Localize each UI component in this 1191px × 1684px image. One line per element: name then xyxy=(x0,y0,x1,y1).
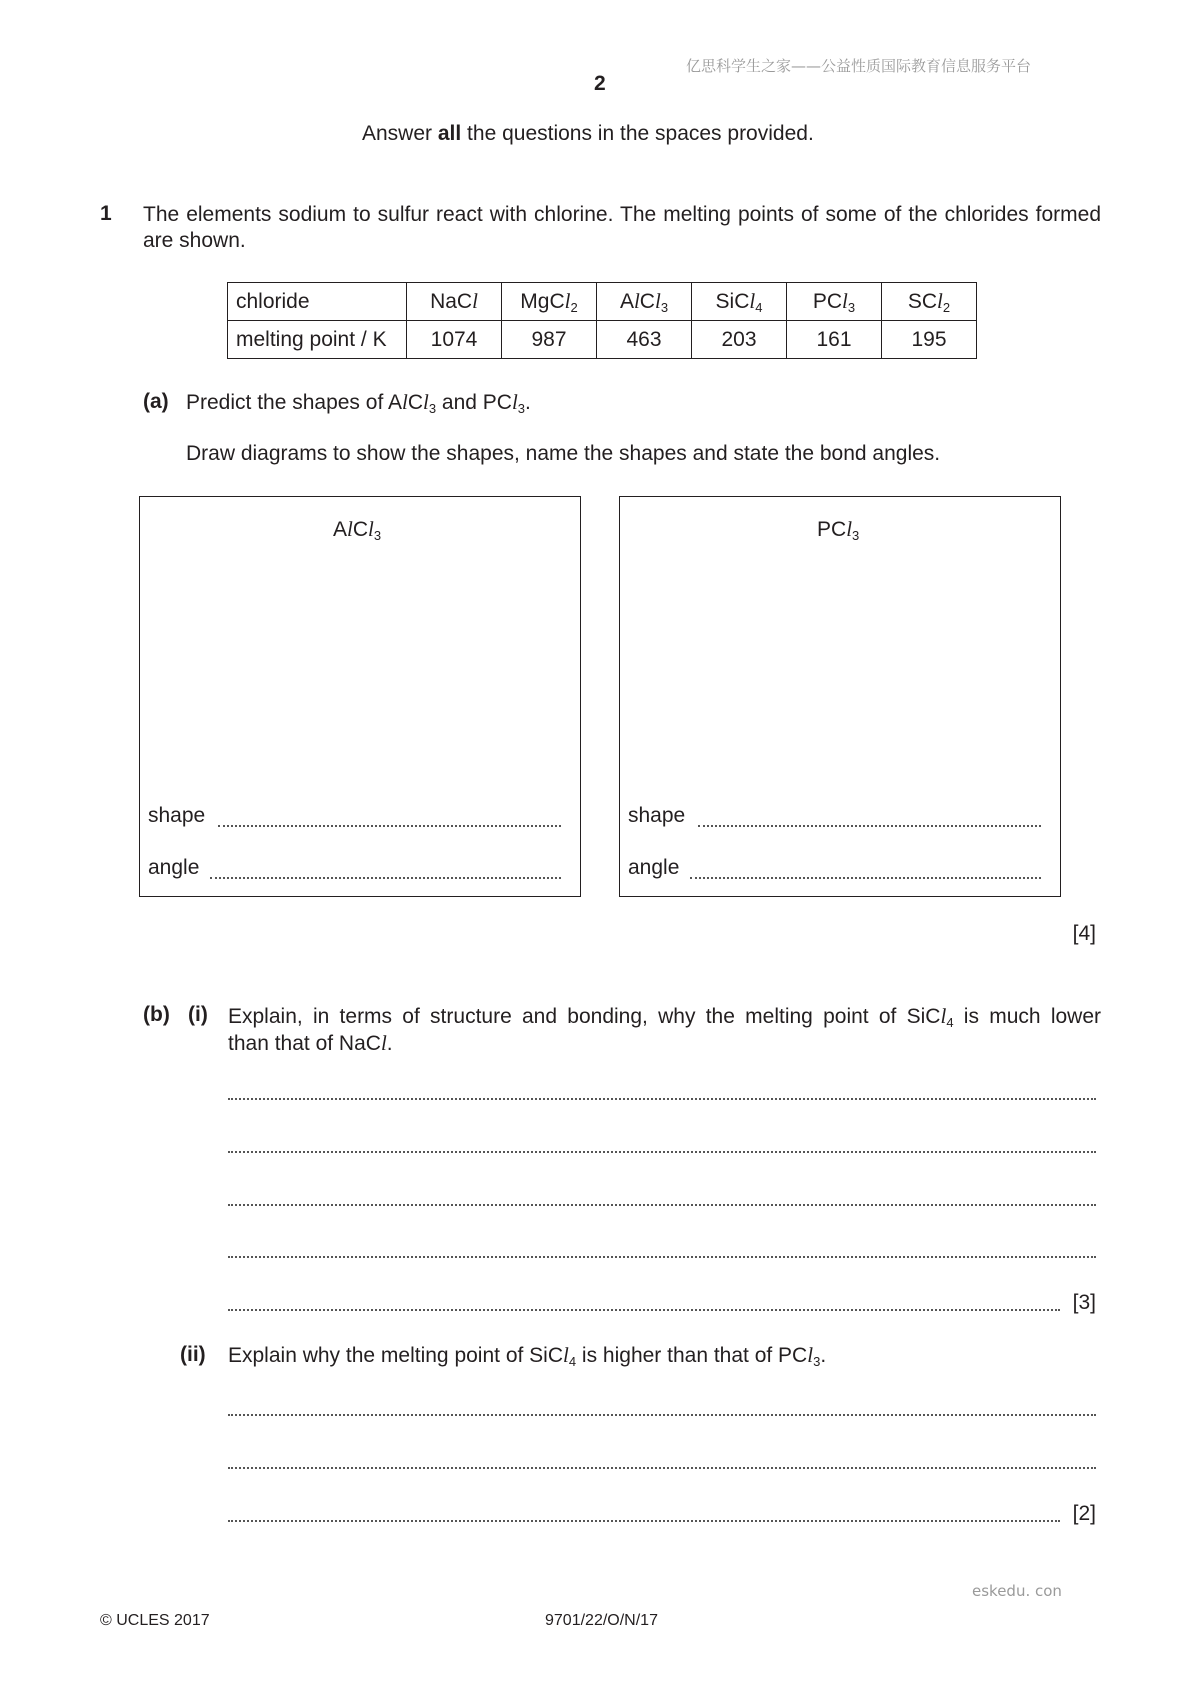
mp-nacl: 1074 xyxy=(407,321,502,359)
part-a-text1: Predict the shapes of AlCl$_3$ and PCl$_3$. xyxy=(186,390,531,416)
answer-line-b-ii-1[interactable] xyxy=(228,1414,1096,1416)
part-b-ii-text: Explain why the melting point of SiCl$_4$ is higher than that of PCl$_3$. xyxy=(228,1343,827,1369)
angle-answer-line-pcl3[interactable] xyxy=(690,877,1041,879)
answer-line-b-i-1[interactable] xyxy=(228,1098,1096,1100)
instruction-bold: all xyxy=(437,122,462,145)
cell-nacl: NaCl xyxy=(407,283,502,321)
mp-sicl4: 203 xyxy=(692,321,787,359)
question-number: 1 xyxy=(100,202,112,225)
mp-pcl3: 161 xyxy=(787,321,882,359)
part-b-ii-marks: [2] xyxy=(1072,1502,1096,1525)
table-row-chlorides xyxy=(228,283,977,321)
cell-mgcl2: MgCl$_2$ xyxy=(502,283,597,321)
row-header-melting-point: melting point / K xyxy=(228,321,407,359)
melting-point-table xyxy=(227,282,977,359)
cell-scl2: SCl$_2$ xyxy=(882,283,977,321)
shape-label-alcl3: shape xyxy=(148,804,206,827)
part-a-text2: Draw diagrams to show the shapes, name the shapes and state the bond angles. xyxy=(186,442,941,465)
part-b-i-label: (i) xyxy=(188,1003,208,1026)
answer-line-b-ii-3[interactable] xyxy=(228,1520,1060,1522)
cell-alcl3: AlCl$_3$ xyxy=(597,283,692,321)
shape-answer-line-pcl3[interactable] xyxy=(698,825,1041,827)
answer-box-pcl3[interactable] xyxy=(619,496,1061,897)
answer-line-b-ii-2[interactable] xyxy=(228,1467,1096,1469)
part-b-i-text: Explain, in terms of structure and bonding, why the melting point of SiCl$_4$ is much lower than that of NaCl. xyxy=(228,1004,1102,1055)
cell-sicl4: SiCl$_4$ xyxy=(692,283,787,321)
angle-label-alcl3: angle xyxy=(148,856,200,879)
answer-line-b-i-2[interactable] xyxy=(228,1151,1096,1153)
angle-label-pcl3: angle xyxy=(628,856,680,879)
angle-answer-line-alcl3[interactable] xyxy=(210,877,561,879)
part-a-marks: [4] xyxy=(1072,922,1096,945)
box-title-pcl3: PCl$_3$ xyxy=(817,517,860,543)
mp-alcl3: 463 xyxy=(597,321,692,359)
page-number: 2 xyxy=(594,72,606,95)
answer-box-alcl3[interactable] xyxy=(139,496,581,897)
part-b-i-marks: [3] xyxy=(1072,1291,1096,1314)
question-intro: The elements sodium to sulfur react with chlorine. The melting points of some of the chlorides formed are shown. xyxy=(143,203,1101,252)
instruction-prefix: Answer xyxy=(362,122,438,145)
copyright: © UCLES 2017 xyxy=(100,1612,210,1629)
box-title-alcl3: AlCl$_3$ xyxy=(333,517,382,543)
mp-scl2: 195 xyxy=(882,321,977,359)
mp-mgcl2: 987 xyxy=(502,321,597,359)
answer-line-b-i-3[interactable] xyxy=(228,1204,1096,1206)
watermark-bottom: eskedu. con xyxy=(972,1582,1062,1600)
shape-label-pcl3: shape xyxy=(628,804,686,827)
table-row-melting-points xyxy=(228,321,977,359)
part-a-label: (a) xyxy=(143,390,169,413)
instruction xyxy=(362,122,814,146)
cell-pcl3: PCl$_3$ xyxy=(787,283,882,321)
paper-code: 9701/22/O/N/17 xyxy=(545,1612,658,1629)
answer-line-b-i-4[interactable] xyxy=(228,1256,1096,1258)
part-b-ii-label: (ii) xyxy=(180,1343,206,1366)
answer-line-b-i-5[interactable] xyxy=(228,1309,1060,1311)
instruction-suffix: the questions in the spaces provided. xyxy=(461,122,814,145)
row-header-chloride: chloride xyxy=(228,283,407,321)
shape-answer-line-alcl3[interactable] xyxy=(218,825,561,827)
watermark-top: 亿思科学生之家——公益性质国际教育信息服务平台 xyxy=(686,57,1032,75)
part-b-label: (b) xyxy=(143,1003,170,1026)
